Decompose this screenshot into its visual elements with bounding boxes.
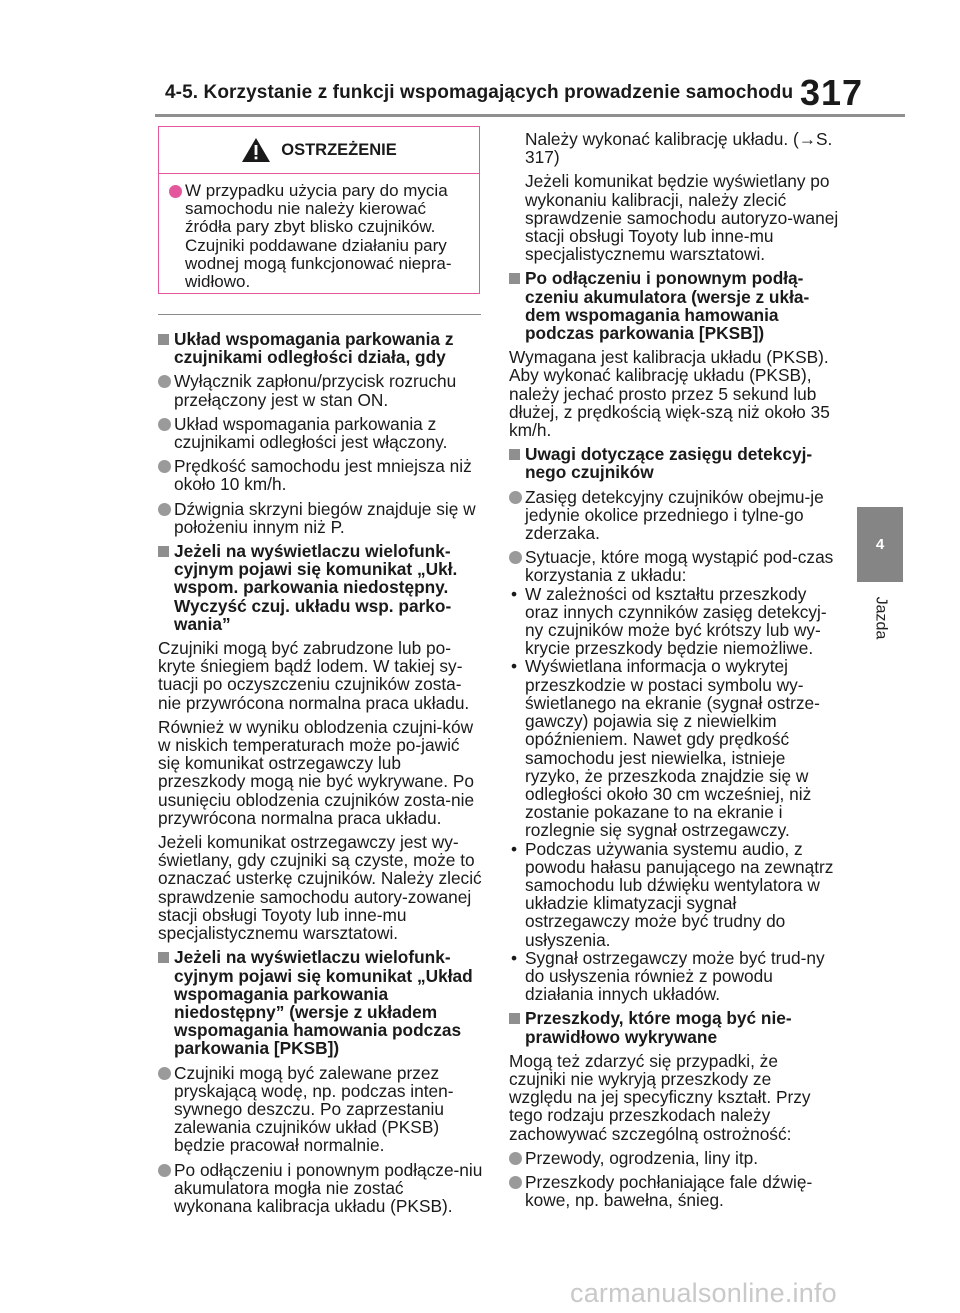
dot-list-item: • Podczas używania systemu audio, z powodu hałasu panującego na zewnątrz samochodu lub dźwięku wentylatora w układzie klimatyzacji sygnał ostrzegawczy może być trudny do usłyszenia. <box>509 840 839 949</box>
bullet-item: Prędkość samochodu jest mniejsza niż około 10 km/h. <box>158 457 483 493</box>
running-header-title: 4-5. Korzystanie z funkcji wspomagających prowadzenie samochodu <box>165 82 794 103</box>
chapter-number: 4 <box>875 536 885 553</box>
warning-title: OSTRZEŻENIE <box>281 140 397 159</box>
bullet-item: Czujniki mogą być zalewane przez pryskającą wodę, np. podczas inten-sywnego deszczu. Po zaprzestaniu zalewania czujników układ (PKSB) będzie pracował normalnie. <box>158 1064 483 1155</box>
section-heading: Jeżeli na wyświetlaczu wielofunk-cyjnym pojawi się komunikat „Układ wspomagania parkowania niedostępny” (wersje z układem wspomagania hamowania podczas parkowania [PKSB]) <box>158 948 483 1057</box>
dot-list-item: • Wyświetlana informacja o wykrytej przeszkodzie w postaci symbolu wy-świetlanego na ekranie (sygnał ostrze-gawczy) pojawia się z niewielkim opóźnieniem. Nawet gdy prędkość samochodu jest niewielka, istnieje ryzyko, że przeszkoda znajdzie się w odległości około 30 cm wcześniej, niż zostanie pokazane to na ekranie i rozlegnie się sygnał ostrzegawczy. <box>509 657 839 839</box>
warning-header <box>159 127 479 174</box>
paragraph: Jeżeli komunikat ostrzegawczy jest wy-świetlany, gdy czujniki są czyste, może to oznaczać usterkę czujników. Należy zlecić sprawdzenie samochodu autory-zowanej stacji obsługi Toyoty lub inne-mu specjalistycznemu warsztatowi. <box>158 832 482 944</box>
bullet-item: Po odłączeniu i ponownym podłącze-niu akumulatora mogła nie zostać wykonana kalibracja układu (PKSB). <box>158 1161 483 1216</box>
chapter-label <box>857 592 903 644</box>
warning-item: W przypadku użycia pary do mycia samochodu nie należy kierować źródła pary zbyt blisko czujników. Czujniki poddawane działaniu pary wodnej mogą funkcjonować niepra-widłowo. <box>169 182 469 291</box>
section-heading: Przeszkody, które mogą być nie-prawidłowo wykrywane <box>509 1009 839 1045</box>
bullet-item: Wyłącznik zapłonu/przycisk rozruchu przełączony jest w stan ON. <box>158 372 483 408</box>
bullet-item: Dźwignia skrzyni biegów znajduje się w położeniu innym niż P. <box>158 500 483 536</box>
header-divider <box>155 114 905 117</box>
section-heading: Układ wspomagania parkowania z czujnikami odległości działa, gdy <box>158 330 483 366</box>
chapter-label-text: Jazda <box>871 596 889 640</box>
section-heading: Jeżeli na wyświetlaczu wielofunk-cyjnym pojawi się komunikat „Ukł. wspom. parkowania niedostępny. Wyczyść czuj. układu wsp. parko-wania” <box>158 542 483 633</box>
bullet-item: Zasięg detekcyjny czujników obejmu-je jedynie okolice przedniego i tylne-go zderzaka. <box>509 488 839 543</box>
paragraph: Mogą też zdarzyć się przypadki, że czujniki nie wykryją przeszkody ze względu na jej specyficzny kształt. Przy tego rodzaju przeszkodach należy zachowywać szczególną ostrożność: <box>509 1050 811 1144</box>
warning-triangle-icon <box>241 137 271 163</box>
paragraph: Wymagana jest kalibracja układu (PKSB). Aby wykonać kalibrację układu (PKSB), należy jechać prosto przez 5 sekund lub dłużej, z prędkością więk-szą niż około 35 km/h. <box>509 347 830 441</box>
section-heading: Po odłączeniu i ponownym podłą-czeniu akumulatora (wersje z ukła-dem wspomagania hamowania podczas parkowania [PKSB]) <box>509 269 839 342</box>
page-number: 317 <box>800 72 864 113</box>
chapter-tab[interactable] <box>857 507 903 582</box>
warning-box <box>158 126 480 294</box>
right-column <box>509 130 839 1209</box>
section-heading: Uwagi dotyczące zasięgu detekcyj-nego czujników <box>509 445 839 481</box>
warning-body <box>159 174 479 291</box>
bullet-item: Układ wspomagania parkowania z czujnikami odległości jest włączony. <box>158 415 483 451</box>
dot-list-item: • Sygnał ostrzegawczy może być trud-ny do usłyszenia również z powodu działania innych układów. <box>509 949 839 1004</box>
paragraph: Czujniki mogą być zabrudzone lub po-kryte śniegiem bądź lodem. W takiej sy-tuacji po oczyszczeniu czujników zosta-nie przywrócona normalna praca układu. <box>158 638 470 713</box>
paragraph: Również w wyniku oblodzenia czujni-ków w niskich temperaturach może po-jawić się komunikat ostrzegawczy lub przeszkody mogą nie być wykrywane. Po usunięciu oblodzenia czujników zosta-nie przywrócona normalna praca układu. <box>158 716 475 828</box>
left-column <box>158 314 483 1215</box>
paragraph: Należy wykonać kalibrację układu. (→S. 317) <box>525 129 833 168</box>
bullet-item: Sytuacje, które mogą wystąpić pod-czas korzystania z układu: <box>509 548 839 584</box>
watermark-text: carmanualsonline.info <box>570 1278 837 1308</box>
dot-list-item: • W zależności od kształtu przeszkody oraz innych czynników zasięg detekcyj-ny czujników może być krótszy lub wy-krycie przeszkody będzie niemożliwe. <box>509 585 839 658</box>
bullet-item: Przewody, ogrodzenia, liny itp. <box>509 1149 839 1167</box>
paragraph: Jeżeli komunikat będzie wyświetlany po wykonaniu kalibracji, należy zlecić sprawdzenie samochodu autoryzo-wanej stacji obsługi Toyoty lub inne-mu specjalistycznemu warsztatowi. <box>525 171 839 265</box>
bullet-item: Przeszkody pochłaniające fale dźwię-kowe, np. bawełna, śnieg. <box>509 1173 839 1209</box>
